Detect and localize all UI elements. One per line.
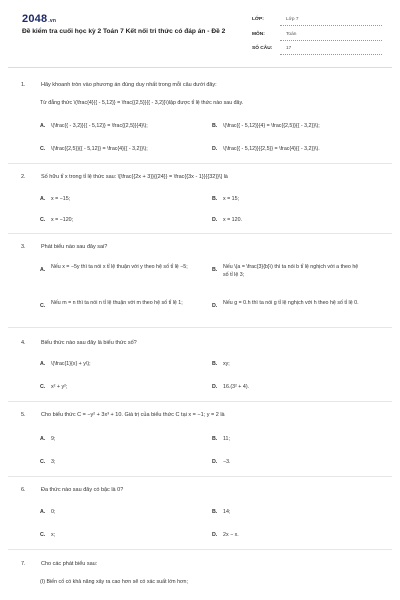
question-divider [8,476,392,477]
option-text: x = −120; [51,217,74,223]
option-text: 11; [223,436,230,442]
option-letter: D. [212,459,218,465]
question-number: 6. [21,487,26,493]
question-text: Phát biểu nào sau đây sai? [41,244,108,250]
meta-subject-value: Toán [286,31,297,37]
option-letter: D. [212,384,218,390]
meta-count [252,43,382,58]
option-text: 14; [223,509,231,515]
exam-title: Đề kiểm tra cuối học kỳ 2 Toán 7 Kết nối tri thức có đáp án - Đề 2 [22,28,226,35]
option-letter: A. [40,436,46,442]
question-number: 1. [21,82,26,88]
exam-meta [252,14,382,58]
brand-logo[interactable] [22,13,56,25]
question-divider [8,163,392,164]
option-letter: B. [212,436,218,442]
option-text: 3; [51,459,56,465]
option-text: 0; [51,509,56,515]
meta-class-value: Lớp 7 [286,17,299,22]
brand-tld: .vn [48,18,57,24]
option-letter: B. [212,509,218,515]
question-text: Hãy khoanh tròn vào phương án đúng duy nhất trong mỗi câu dưới đây: [41,82,217,88]
option-text: \(\frac{{2,5}}{{ - 5,12}} = \frac{4}{{ - 3,2}}\); [51,146,148,152]
question-number: 3. [21,244,26,250]
meta-count-key: SỐ CÂU: [252,46,273,51]
option-letter: D. [212,303,218,309]
option-letter: B. [212,361,218,367]
meta-subject [252,29,382,44]
question-number: 7. [21,561,26,567]
option-text: Nếu g = 0.h thì ta nói g tỉ lệ nghịch với h theo hệ số tỉ lệ 0. [223,300,359,306]
option-text: x = 120. [223,217,242,223]
option-letter: A. [40,267,46,273]
question-divider [8,549,392,550]
meta-count-value: 17 [286,46,292,51]
option-text: 16.(3² + 4). [223,384,250,390]
meta-divider [280,40,382,41]
option-letter: C. [40,217,46,223]
header-divider [8,67,392,68]
question-number: 2. [21,174,26,180]
question-text: Biểu thức nào sau đây là biểu thức số? [41,340,137,346]
option-text: Nếu m = n thì ta nói n tỉ lệ thuận với m theo hệ số tỉ lệ 1; [51,300,183,306]
option-text: xy; [223,361,230,367]
option-letter: D. [212,532,218,538]
meta-divider [280,25,382,26]
option-text: −3. [223,459,231,465]
option-text: Nếu \(a = \frac{3}{b}\) thì ta nói b tỉ lệ nghịch với a theo hệ số tỉ lệ 3; [223,264,359,278]
meta-divider [280,54,382,55]
option-letter: D. [212,217,218,223]
option-letter: C. [40,303,46,309]
option-letter: A. [40,361,46,367]
option-text: x; [51,532,56,538]
option-text: x = 15; [223,196,240,202]
question-divider [8,401,392,402]
option-letter: A. [40,509,46,515]
option-text: 2x − x. [223,532,239,538]
question-number: 4. [21,340,26,346]
option-letter: B. [212,123,218,129]
question-text: Số hữu tỉ x trong tỉ lệ thức sau: \[\frac{{2x + 3}}{{24}} = \frac{{3x - 1}}{{32}}\] là [41,174,228,180]
question-divider [8,327,392,328]
option-text: x = −15; [51,196,71,202]
meta-class [252,14,382,29]
option-letter: C. [40,459,46,465]
brand-name: 2048 [22,13,48,25]
option-letter: C. [40,384,46,390]
question-divider [8,233,392,234]
meta-subject-key: MÔN: [252,31,265,37]
question-7-statement-1: (I) Biến cố có khả năng xảy ra cao hơn sẽ có xác suất lớn hơn; [40,579,188,585]
option-text: \(\frac{{ - 5,12}}{4} = \frac{{2,5}}{{ - 3,2}}\); [223,123,320,129]
option-text: \(\frac{1}{x} + y\); [51,361,91,367]
option-letter: A. [40,196,46,202]
option-letter: A. [40,123,46,129]
option-letter: C. [40,532,46,538]
option-text: \(\frac{{ - 3,2}}{{ - 5,12}} = \frac{{2,5}}{4}\); [51,123,148,129]
option-letter: C. [40,146,46,152]
question-1-stem: Từ đẳng thức \(\frac{4}{{ - 5,12}} = \frac{{2,5}}{{ - 3,2}}\)lập được tỉ lệ thức nào sau đây. [40,100,244,106]
question-text: Đa thức nào sau đây có bậc là 0? [41,487,124,493]
option-letter: D. [212,146,218,152]
option-text: \(\frac{{ - 5,12}}{{2,5}} = \frac{4}{{ - 3,2}}\). [223,146,320,152]
question-text: Cho biểu thức C = −y² + 3x³ + 10. Giá trị của biểu thức C tại x = −1; y = 2 là [41,412,225,418]
question-text: Cho các phát biểu sau: [41,561,98,567]
option-text: x² + y²; [51,384,68,390]
header [0,0,400,62]
question-number: 5. [21,412,26,418]
option-text: 9; [51,436,56,442]
meta-class-key: LỚP: [252,17,264,22]
option-letter: B. [212,267,218,273]
option-text: Nếu x = −5y thì ta nói x tỉ lệ thuận với y theo hệ số tỉ lệ −5; [51,264,188,270]
option-letter: B. [212,196,218,202]
